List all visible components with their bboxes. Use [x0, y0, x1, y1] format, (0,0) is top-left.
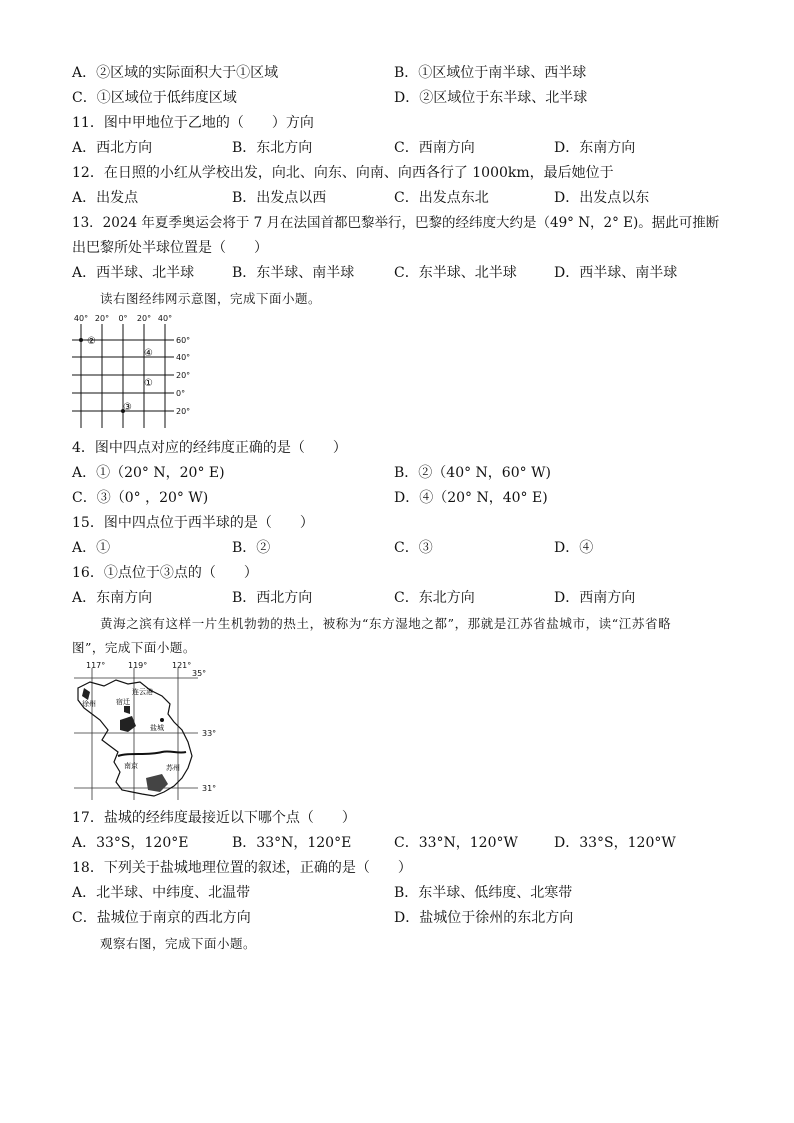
place-suzhou: 苏州 — [166, 764, 180, 772]
q10-option-b: B．①区域位于南半球、西半球 — [394, 65, 587, 81]
point-3-label: ③ — [123, 402, 132, 413]
graticule-figure — [70, 310, 200, 432]
q18-option-c: C．盐城位于南京的西北方向 — [72, 910, 251, 926]
q15-option-b: B．② — [232, 540, 271, 556]
q18-option-b: B．东半球、低纬度、北寒带 — [394, 885, 573, 901]
q12-option-b: B．出发点以西 — [232, 190, 327, 206]
yangtze-river-line — [118, 751, 186, 756]
q13-option-b: B．东半球、南半球 — [232, 265, 355, 281]
lon-label: 40° — [157, 314, 173, 323]
lat-label: 33° — [202, 729, 217, 738]
place-lianyungang: 连云港 — [132, 688, 153, 696]
lon-label: 117° — [86, 661, 106, 670]
place-nanjing: 南京 — [124, 762, 138, 770]
q12-option-c: C．出发点东北 — [394, 190, 489, 206]
q13-option-c: C．东半球、北半球 — [394, 265, 517, 281]
q15-option-c: C．③ — [394, 540, 433, 556]
point-4-label: ④ — [144, 348, 153, 359]
q13-option-d: D．西半球、南半球 — [554, 265, 678, 281]
q14-option-b: B．②（40° N，60° W) — [394, 465, 551, 481]
lat-label: 20° — [176, 371, 191, 380]
q17-option-b: B．33°N，120°E — [232, 835, 352, 851]
q13-stem-line2: 出巴黎所处半球位置是（ ） — [72, 240, 268, 256]
q11-option-d: D．东南方向 — [554, 140, 636, 156]
taihu-lake-shape — [146, 774, 168, 792]
q12-option-a: A．出发点 — [72, 190, 139, 206]
point-2-label: ② — [87, 336, 96, 347]
q17-option-d: D．33°S，120°W — [554, 835, 676, 851]
q14-option-c: C．③（0° ，20° W) — [72, 490, 209, 506]
q15-option-a: A．① — [72, 540, 111, 556]
q16-option-b: B．西北方向 — [232, 590, 313, 606]
q12-option-d: D．出发点以东 — [554, 190, 650, 206]
q14-stem: 4．图中四点对应的经纬度正确的是（ ） — [72, 440, 347, 456]
lat-label: 40° — [176, 353, 191, 362]
q10-option-d: D．②区域位于东半球、北半球 — [394, 90, 588, 106]
q17-option-c: C．33°N，120°W — [394, 835, 518, 851]
lat-label: 0° — [176, 389, 186, 398]
q13-stem-line1: 13．2024 年夏季奥运会将于 7 月在法国首都巴黎举行，巴黎的经纬度大约是（49° N，2° E)。据此可推断 — [72, 215, 720, 231]
intro-observe: 观察右图，完成下面小题。 — [100, 936, 257, 951]
lon-label: 0° — [118, 314, 128, 323]
intro-jiangsu-line2: 图”，完成下面小题。 — [72, 640, 196, 655]
q11-option-a: A．西北方向 — [72, 140, 153, 156]
q12-stem: 12．在日照的小红从学校出发，向北、向东、向南、向西各行了 1000km，最后她位于 — [72, 165, 614, 181]
q16-stem: 16．①点位于③点的（ ） — [72, 565, 258, 581]
place-suqian: 宿迁 — [116, 698, 130, 706]
lon-label: 20° — [136, 314, 152, 323]
place-xuzhou: 徐州 — [82, 700, 96, 708]
q10-option-c: C．①区域位于低纬度区域 — [72, 90, 237, 106]
q10-option-a: A．②区域的实际面积大于①区域 — [72, 65, 279, 81]
q14-option-d: D．④（20° N，40° E) — [394, 490, 548, 506]
q11-option-c: C．西南方向 — [394, 140, 475, 156]
lon-label: 119° — [128, 661, 148, 670]
q15-option-d: D．④ — [554, 540, 594, 556]
place-yancheng: 盐城 — [150, 724, 164, 732]
q14-option-a: A．①（20° N，20° E) — [72, 465, 225, 481]
jiangsu-map-figure — [70, 660, 220, 802]
lon-label: 121° — [172, 661, 192, 670]
lake-shape — [82, 688, 90, 700]
lat-label: 60° — [176, 336, 191, 345]
q16-option-d: D．西南方向 — [554, 590, 636, 606]
q17-option-a: A．33°S，120°E — [72, 835, 189, 851]
lat-label: 20° — [176, 407, 191, 416]
intro-jiangsu-line1: 黄海之滨有这样一片生机勃勃的热土，被称为“东方湿地之都”，那就是江苏省盐城市，读“江苏省略 — [100, 616, 672, 631]
point-1-label: ① — [144, 378, 153, 389]
lake-shape — [124, 706, 130, 714]
q16-option-a: A．东南方向 — [72, 590, 153, 606]
q18-stem: 18．下列关于盐城地理位置的叙述，正确的是（ ） — [72, 860, 412, 876]
intro-graticule: 读右图经纬网示意图，完成下面小题。 — [100, 291, 322, 306]
q17-stem: 17．盐城的经纬度最接近以下哪个点（ ） — [72, 810, 356, 826]
q16-option-c: C．东北方向 — [394, 590, 475, 606]
lat-label: 31° — [202, 784, 217, 793]
jiangsu-outline — [78, 680, 192, 796]
yancheng-marker — [160, 718, 164, 722]
point-dot — [79, 338, 83, 342]
lon-label: 40° — [73, 314, 89, 323]
q18-option-d: D．盐城位于徐州的东北方向 — [394, 910, 574, 926]
q15-stem: 15．图中四点位于西半球的是（ ） — [72, 515, 314, 531]
lat-label: 35° — [192, 669, 207, 678]
lon-label: 20° — [94, 314, 110, 323]
q11-stem: 11．图中甲地位于乙地的（ ）方向 — [72, 115, 314, 131]
q18-option-a: A．北半球、中纬度、北温带 — [72, 885, 251, 901]
q11-option-b: B．东北方向 — [232, 140, 313, 156]
q13-option-a: A．西半球、北半球 — [72, 265, 195, 281]
